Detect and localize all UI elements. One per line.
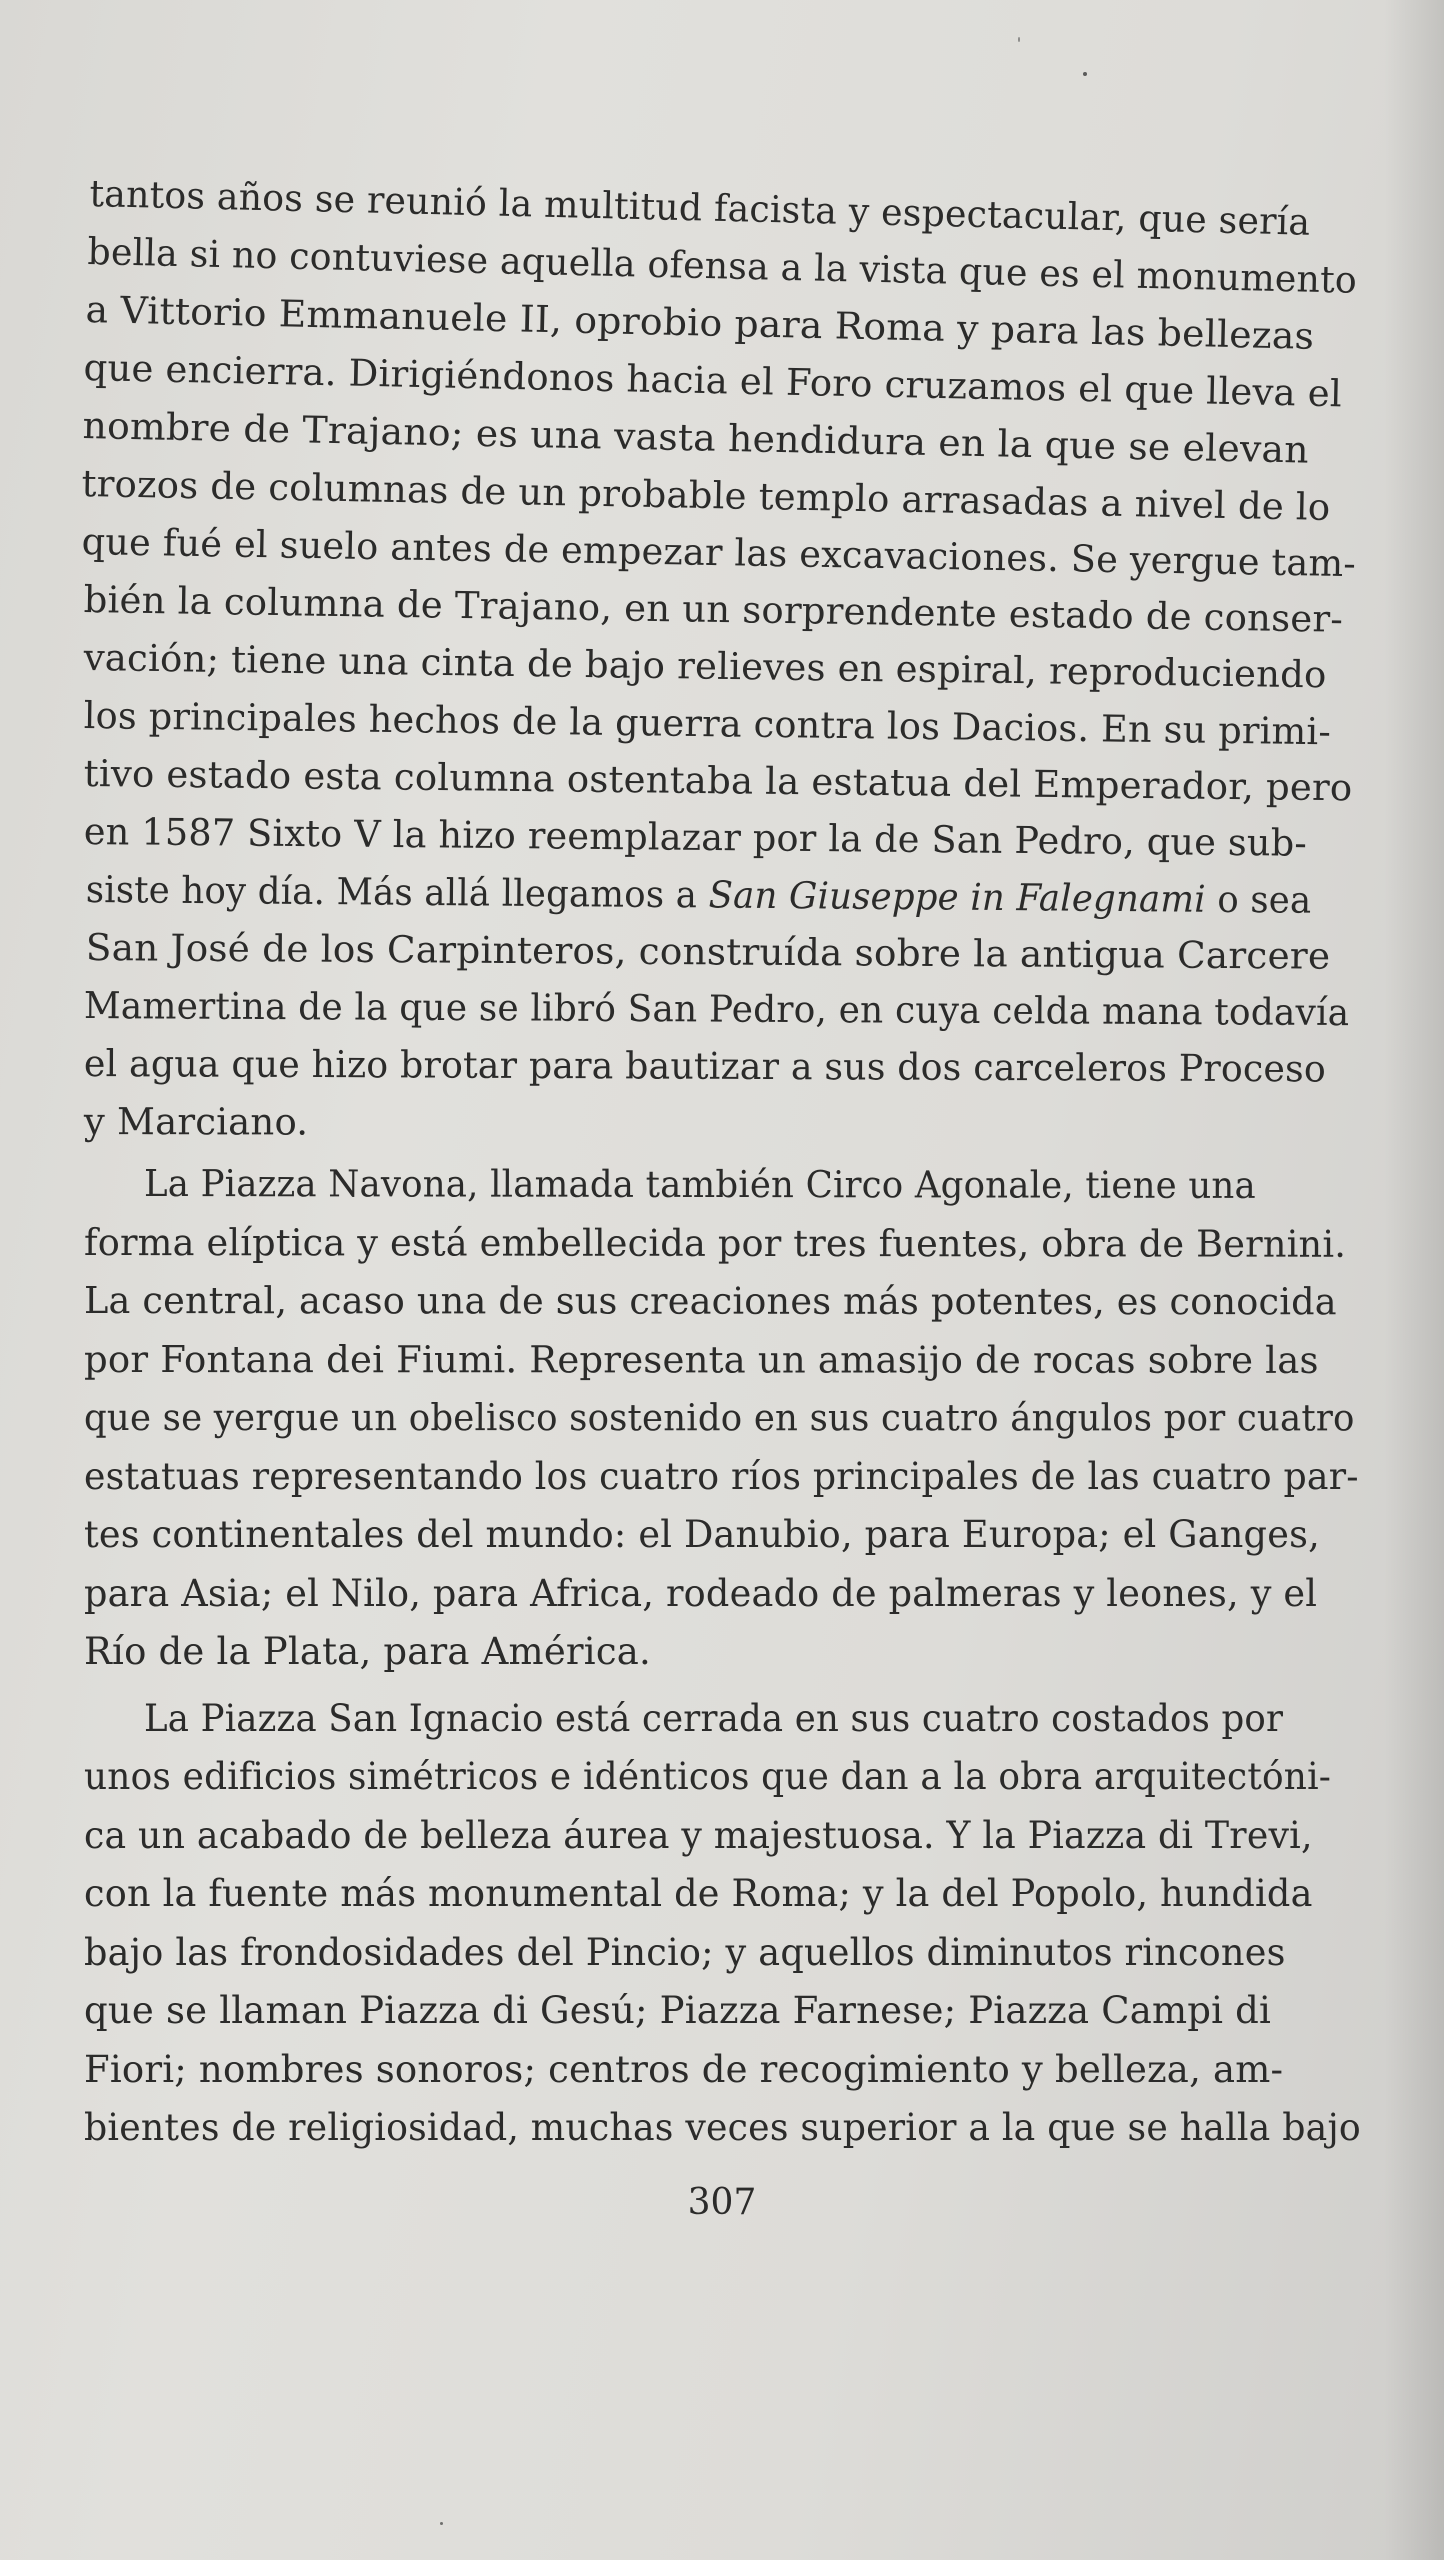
- text-line: y Marciano.: [83, 1100, 309, 1144]
- text-line: tes continentales del mundo: el Danubio, para Europa; el Ganges,: [84, 1513, 1320, 1556]
- text-line: bién la columna de Trajano, en un sorprendente estado de conser-: [83, 578, 1344, 641]
- text-fragment: o sea: [1205, 877, 1312, 922]
- text-line: por Fontana dei Fiumi. Representa un amasijo de rocas sobre las: [83, 1337, 1319, 1382]
- text-line: nombre de Trajano; es una vasta hendidura en la que se elevan: [82, 404, 1310, 472]
- text-line: trozos de columnas de un probable templo arrasadas a nivel de lo: [81, 462, 1331, 529]
- text-line: La central, acaso una de sus creaciones más potentes, es conocida: [83, 1279, 1337, 1324]
- paragraphs-piazzas: [80, 1162, 1361, 2160]
- text-line: tantos años se reunió la multitud facista y espectacular, que sería: [89, 172, 1311, 244]
- text-line: San José de los Carpinteros, construída sobre la antigua Carcere: [85, 926, 1331, 978]
- text-line: vación; tiene una cinta de bajo relieves en espiral, reproduciendo: [83, 636, 1327, 697]
- text-line: La Piazza Navona, llamada también Circo Agonale, tiene una: [143, 1162, 1256, 1207]
- text-line: que se yergue un obelisco sostenido en sus cuatro ángulos por cuatro: [83, 1396, 1355, 1440]
- text-fragment: siste hoy día. Más allá llegamos a: [85, 868, 709, 917]
- text-line: estatuas representando los cuatro ríos principales de las cuatro par-: [84, 1454, 1359, 1498]
- text-line: Fiori; nombres sonoros; centros de recogimiento y belleza, am-: [84, 2047, 1284, 2091]
- text-line: Río de la Plata, para América.: [84, 1630, 651, 1673]
- text-line: que encierra. Dirigiéndonos hacia el Foro cruzamos el que lleva el: [83, 346, 1343, 416]
- text-line: bella si no contuviese aquella ofensa a la vista que es el monumento: [87, 230, 1358, 302]
- text-line: tivo estado esta columna ostentaba la estatua del Emperador, pero: [83, 752, 1353, 810]
- text-line: La Piazza San Ignacio está cerrada en sus cuatro costados por: [144, 1696, 1284, 1740]
- text-line: en 1587 Sixto V la hizo reemplazar por la de San Pedro, que sub-: [83, 810, 1308, 865]
- page-number: 307: [687, 2182, 757, 2223]
- text-line: forma elíptica y está embellecida por tres fuentes, obra de Bernini.: [83, 1220, 1347, 1266]
- text-line: bientes de religiosidad, muchas veces superior a la que se halla bajo: [84, 2106, 1361, 2149]
- text-line: con la fuente más monumental de Roma; y la del Popolo, hundida: [84, 1872, 1313, 1915]
- text-line: ca un acabado de belleza áurea y majestuosa. Y la Piazza di Trevi,: [84, 1813, 1313, 1857]
- text-line: los principales hechos de la guerra contra los Dacios. En su primi-: [83, 694, 1332, 754]
- text-line: el agua que hizo brotar para bautizar a sus dos carceleros Proceso: [83, 1042, 1327, 1091]
- text-line: que fué el suelo antes de empezar las excavaciones. Se yergue tam-: [81, 520, 1357, 586]
- paper-speck: [440, 2522, 443, 2525]
- text-line: para Asia; el Nilo, para Africa, rodeado de palmeras y leones, y el: [84, 1571, 1318, 1615]
- text-line: a Vittorio Emmanuele II, oprobio para Roma y para las bellezas: [85, 288, 1315, 358]
- paragraph-foro-trajano: [80, 172, 1358, 1161]
- paper-speck: [1018, 37, 1020, 42]
- text-line: bajo las frondosidades del Pincio; y aquellos diminutos rincones: [84, 1930, 1286, 1974]
- italic-place-name: San Giuseppe in Falegnami: [708, 873, 1207, 921]
- paper-speck: [1083, 72, 1087, 76]
- body-text: [80, 172, 1361, 2160]
- text-line: Mamertina de la que se libró San Pedro, en cuya celda mana todavía: [83, 984, 1350, 1035]
- text-line: unos edificios simétricos e idénticos que dan a la obra arquitectóni-: [84, 1755, 1332, 1798]
- text-line: que se llaman Piazza di Gesú; Piazza Farnese; Piazza Campi di: [84, 1989, 1272, 2032]
